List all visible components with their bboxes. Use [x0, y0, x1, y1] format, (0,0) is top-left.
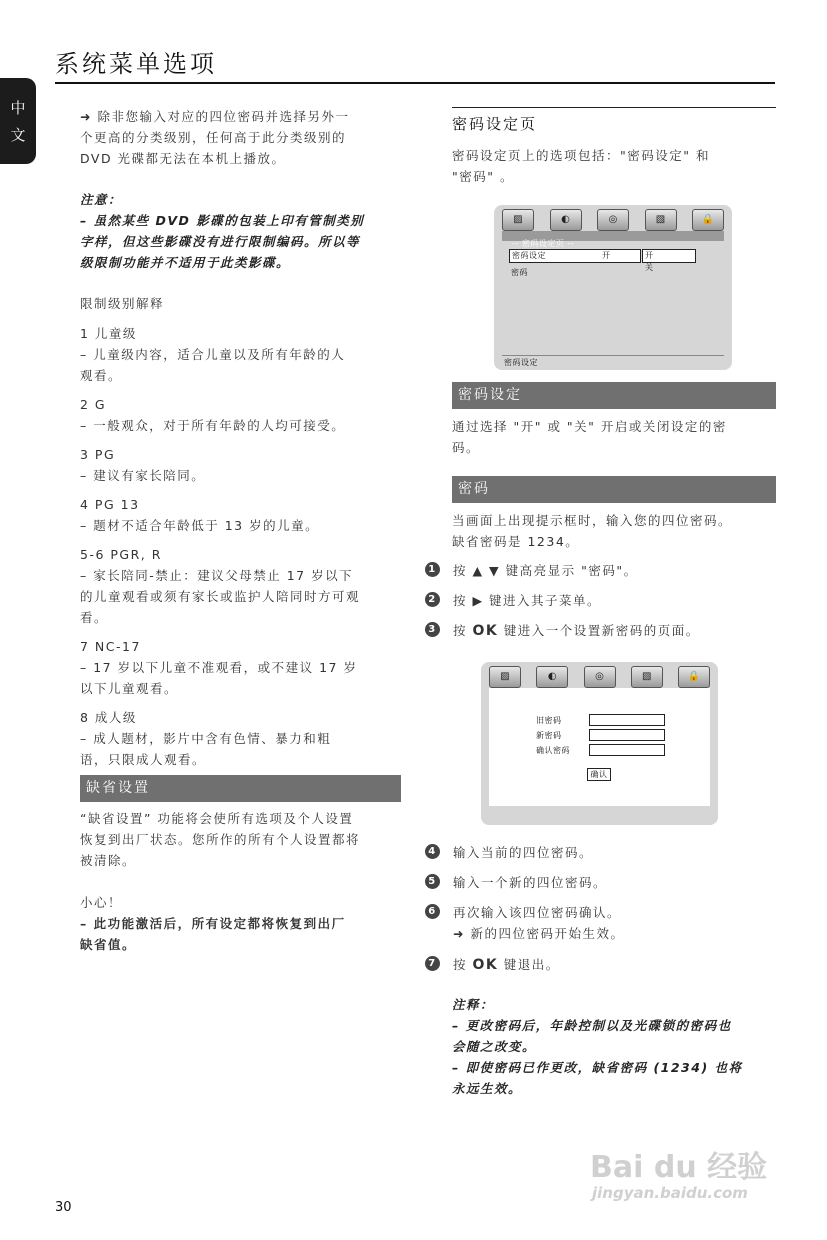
level-desc: 看。: [80, 610, 109, 625]
level-desc: – 一般观众，对于所有年龄的人均可接受。: [80, 418, 346, 433]
section-intro-line: "密码" 。: [452, 169, 514, 184]
default-settings-bar: 缺省设置: [80, 775, 401, 802]
annotation-block: [452, 994, 776, 1099]
password-setting-text: [452, 416, 776, 458]
step-number: 5: [425, 874, 440, 889]
annotation-title: 注释：: [452, 997, 495, 1012]
level-desc: – 题材不适合年龄低于 13 岁的儿童。: [80, 518, 320, 533]
level-item: [80, 636, 402, 699]
password-row-label[interactable]: 密码: [511, 268, 528, 277]
intro-line: 个更高的分类级别，任何高于此分类级别的: [80, 130, 347, 145]
image-icon: ▧: [645, 209, 677, 231]
caution-line: – 此功能激活后，所有设定都将恢复到出厂: [80, 916, 346, 931]
step-number: 6: [425, 904, 440, 919]
page-number: 30: [55, 1200, 72, 1215]
menu-icon-row: [502, 209, 724, 231]
level-desc: 以下儿童观看。: [80, 681, 179, 696]
step-text-post: 键进入一个设置新密码的页面。: [498, 623, 700, 638]
baidu-watermark-logo: Bai du 经验: [590, 1150, 768, 1185]
password-form: [489, 688, 710, 806]
step-number: 4: [425, 844, 440, 859]
step-text: 按 ▲ ▼ 键高亮显示 "密码"。: [453, 563, 638, 578]
lock-icon: 🔒: [692, 209, 724, 231]
old-password-field[interactable]: [589, 714, 665, 726]
note-line: – 虽然某些 DVD 影碟的包装上印有管制类别: [80, 213, 365, 228]
annotation-line: – 更改密码后，年龄控制以及光碟锁的密码也: [452, 1018, 732, 1033]
note-line: 字样，但这些影碟没有进行限制编码。所以等: [80, 234, 361, 249]
level-name: 7 NC-17: [80, 639, 141, 654]
step-text: 输入一个新的四位密码。: [453, 875, 608, 890]
picture-icon: ▨: [502, 209, 534, 231]
level-desc: 的儿童观看或须有家长或监护人陪同时方可观: [80, 589, 361, 604]
ok-key: OK: [472, 623, 499, 639]
step-number: 1: [425, 562, 440, 577]
level-desc: – 建议有家长陪同。: [80, 468, 206, 483]
lock-icon: 🔒: [678, 666, 710, 688]
level-item: [80, 494, 402, 536]
language-tab-char-2: 文: [10, 126, 26, 144]
confirm-button[interactable]: 确认: [587, 768, 611, 781]
disc-icon: ◎: [597, 209, 629, 231]
section-rule: [452, 107, 776, 108]
screen-footer-rule: [502, 355, 724, 356]
menu-icon-row: [489, 666, 710, 688]
annotation-line: – 即使密码已作更改，缺省密码 (1234) 也将: [452, 1060, 743, 1075]
level-name: 3 PG: [80, 447, 116, 462]
old-password-label: 旧密码: [536, 716, 562, 725]
step-item: [425, 561, 785, 581]
step-subtext: ➜ 新的四位密码开始生效。: [453, 926, 625, 941]
levels-title: 限制级别解释: [80, 296, 165, 311]
caution-block: [80, 892, 402, 955]
step-number: 7: [425, 956, 440, 971]
password-bar: 密码: [452, 476, 776, 503]
change-password-screen: [481, 662, 718, 825]
level-desc: 观看。: [80, 368, 123, 383]
step-text: 再次输入该四位密码确认。: [453, 905, 622, 920]
title-divider: [55, 82, 775, 84]
default-line: 被清除。: [80, 853, 137, 868]
option-off[interactable]: 关: [645, 263, 654, 272]
level-desc: 语，只限成人观看。: [80, 752, 207, 767]
note-block: [80, 189, 402, 273]
level-item: [80, 323, 402, 386]
step-text: 输入当前的四位密码。: [453, 845, 594, 860]
new-password-field[interactable]: [589, 729, 665, 741]
note-line: 级限制功能并不适用于此类影碟。: [80, 255, 291, 270]
screen-header: -- 密码设定页 --: [512, 239, 575, 248]
annotation-line: 会随之改变。: [452, 1039, 537, 1054]
password-text: [452, 510, 776, 552]
note-title: 注意：: [80, 192, 123, 207]
intro-line: ➜ 除非您输入对应的四位密码并选择另外一: [80, 109, 350, 124]
level-name: 4 PG 13: [80, 497, 140, 512]
bar2-line: 缺省密码是 1234。: [452, 534, 580, 549]
level-item: [80, 707, 402, 770]
step-text-post: 键退出。: [498, 957, 560, 972]
section-title: 密码设定页: [452, 115, 538, 133]
step-number: 3: [425, 622, 440, 637]
picture-icon: ▨: [489, 666, 521, 688]
step-item: [425, 903, 785, 943]
level-item: [80, 394, 402, 436]
level-name: 1 儿童级: [80, 326, 137, 341]
row-value: 开: [602, 251, 611, 260]
password-setting-bar: 密码设定: [452, 382, 776, 409]
password-setting-row[interactable]: [509, 249, 641, 263]
language-tab: [0, 78, 36, 164]
level-desc: – 儿童级内容，适合儿童以及所有年龄的人: [80, 347, 346, 362]
intro-line: DVD 光碟都无法在本机上播放。: [80, 151, 286, 166]
disc-icon: ◎: [584, 666, 616, 688]
level-desc: – 家长陪同-禁止：建议父母禁止 17 岁以下: [80, 568, 354, 583]
ok-key: OK: [472, 957, 499, 973]
screen-footer: 密码设定: [504, 358, 538, 367]
level-item: [80, 444, 402, 486]
bar1-line: 通过选择 "开" 或 "关" 开启或关闭设定的密: [452, 419, 727, 434]
level-item: [80, 544, 402, 628]
caution-line: 缺省值。: [80, 937, 137, 952]
option-on[interactable]: 开: [642, 249, 696, 263]
bar2-line: 当画面上出现提示框时，输入您的四位密码。: [452, 513, 733, 528]
default-line: 恢复到出厂状态。您所作的所有个人设置都将: [80, 832, 361, 847]
page-title: 系统菜单选项: [55, 50, 217, 78]
step-item: [425, 843, 785, 863]
default-settings-text: [80, 808, 402, 871]
bar1-line: 码。: [452, 440, 481, 455]
confirm-password-field[interactable]: [589, 744, 665, 756]
intro-paragraph: [80, 106, 402, 169]
caution-title: 小心！: [80, 895, 123, 910]
step-item: [425, 621, 785, 641]
levels-block: [80, 293, 402, 770]
language-tab-char-1: 中: [10, 99, 26, 117]
row-label: 密码设定: [512, 251, 546, 260]
step-item: [425, 873, 785, 893]
password-setup-screen: [494, 205, 732, 370]
level-name: 8 成人级: [80, 710, 137, 725]
level-desc: – 17 岁以下儿童不准观看，或不建议 17 岁: [80, 660, 358, 675]
default-line: “缺省设置” 功能将会使所有选项及个人设置: [80, 811, 354, 826]
screen-header-strip: [502, 231, 724, 248]
level-desc: – 成人题材，影片中含有色情、暴力和粗: [80, 731, 332, 746]
step-item: [425, 591, 785, 611]
image-icon: ▧: [631, 666, 663, 688]
step-text: 按: [453, 957, 473, 972]
annotation-line: 永远生效。: [452, 1081, 523, 1096]
step-text: 按: [453, 623, 473, 638]
step-number: 2: [425, 592, 440, 607]
new-password-label: 新密码: [536, 731, 562, 740]
audio-icon: ◐: [536, 666, 568, 688]
section-intro-line: 密码设定页上的选项包括："密码设定" 和: [452, 148, 710, 163]
step-text: 按 ▶ 键进入其子菜单。: [453, 593, 602, 608]
section-intro: [452, 145, 776, 187]
baidu-watermark-url: jingyan.baidu.com: [592, 1184, 748, 1202]
level-name: 2 G: [80, 397, 107, 412]
confirm-password-label: 确认密码: [536, 746, 570, 755]
audio-icon: ◐: [550, 209, 582, 231]
level-name: 5-6 PGR, R: [80, 547, 162, 562]
step-item: [425, 955, 785, 975]
